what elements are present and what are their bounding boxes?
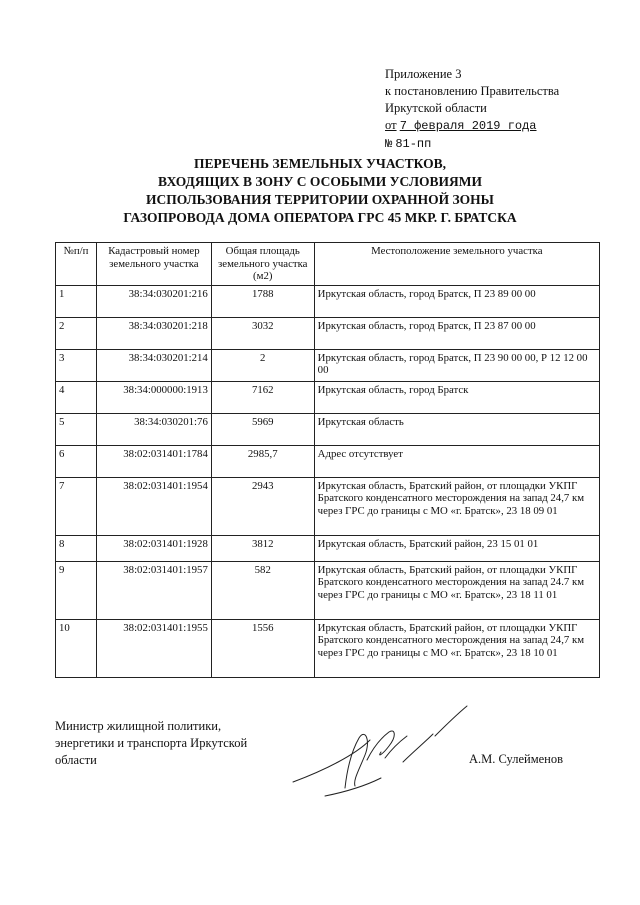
cell-location: Иркутская область, Братский район, от площадки УКПГ Братского конденсатного месторождения на запад 24.7 км через ГРС до границы с МО «г. Братск», 23 18 11 01 bbox=[314, 561, 599, 619]
title-line-4: ГАЗОПРОВОДА ДОМА ОПЕРАТОРА ГРС 45 МКР. Г. БРАТСКА bbox=[123, 210, 517, 225]
title-line-1: ПЕРЕЧЕНЬ ЗЕМЕЛЬНЫХ УЧАСТКОВ, bbox=[193, 156, 446, 171]
position-line-2: энергетики и транспорта Иркутской bbox=[55, 736, 248, 750]
cell-cadastral: 38:02:031401:1955 bbox=[96, 619, 211, 677]
cell-location: Иркутская область, город Братск, П 23 87 00 00 bbox=[314, 317, 599, 349]
cell-cadastral: 38:34:030201:76 bbox=[96, 413, 211, 445]
cell-location: Иркутская область, Братский район, от площадки УКПГ Братского конденсатного месторождения на запад 24,7 км через ГРС до границы с МО «г. Братск», 23 18 10 01 bbox=[314, 619, 599, 677]
cell-area: 3812 bbox=[211, 535, 314, 561]
appendix-date-prefix: от bbox=[385, 118, 397, 132]
cell-cadastral: 38:02:031401:1784 bbox=[96, 445, 211, 477]
table-row bbox=[56, 535, 600, 561]
title-line-2: ВХОДЯЩИХ В ЗОНУ С ОСОБЫМИ УСЛОВИЯМИ bbox=[157, 174, 483, 189]
cell-area: 1556 bbox=[211, 619, 314, 677]
document-title bbox=[0, 155, 640, 227]
cell-area: 2985,7 bbox=[211, 445, 314, 477]
header-num: №п/п bbox=[56, 243, 97, 286]
table-row bbox=[56, 477, 600, 535]
cell-area: 1788 bbox=[211, 285, 314, 317]
table-row bbox=[56, 285, 600, 317]
appendix-line-3: Иркутской области bbox=[385, 101, 487, 115]
table-row bbox=[56, 317, 600, 349]
appendix-number-value: 81-пп bbox=[395, 137, 432, 151]
cell-num: 6 bbox=[56, 445, 97, 477]
cell-num: 5 bbox=[56, 413, 97, 445]
cell-area: 2 bbox=[211, 349, 314, 381]
cell-num: 1 bbox=[56, 285, 97, 317]
cell-location: Иркутская область, Братский район, от площадки УКПГ Братского конденсатного месторождения на запад 24,7 км через ГРС до границы с МО «г. Братск», 23 18 09 01 bbox=[314, 477, 599, 535]
cell-location: Иркутская область bbox=[314, 413, 599, 445]
table-row bbox=[56, 561, 600, 619]
cell-cadastral: 38:02:031401:1957 bbox=[96, 561, 211, 619]
cell-location: Иркутская область, город Братск bbox=[314, 381, 599, 413]
header-cadastral: Кадастровый номер земельного участка bbox=[96, 243, 211, 286]
table-row bbox=[56, 349, 600, 381]
cell-area: 3032 bbox=[211, 317, 314, 349]
cell-cadastral: 38:34:000000:1913 bbox=[96, 381, 211, 413]
cell-area: 5969 bbox=[211, 413, 314, 445]
cell-cadastral: 38:34:030201:214 bbox=[96, 349, 211, 381]
cell-cadastral: 38:02:031401:1928 bbox=[96, 535, 211, 561]
cell-location: Иркутская область, Братский район, 23 15 01 01 bbox=[314, 535, 599, 561]
appendix-number bbox=[385, 135, 559, 153]
title-line-3: ИСПОЛЬЗОВАНИЯ ТЕРРИТОРИИ ОХРАННОЙ ЗОНЫ bbox=[146, 192, 494, 207]
position-line-3: области bbox=[55, 753, 97, 767]
appendix-line-1: Приложение 3 bbox=[385, 67, 462, 81]
cell-num: 2 bbox=[56, 317, 97, 349]
header-location: Местоположение земельного участка bbox=[314, 243, 599, 286]
appendix-block bbox=[385, 66, 559, 153]
land-plots-table bbox=[55, 242, 600, 678]
cell-num: 7 bbox=[56, 477, 97, 535]
header-area: Общая площадь земельного участка (м2) bbox=[211, 243, 314, 286]
appendix-number-sign: № bbox=[385, 137, 393, 151]
signatory-name: А.М. Сулейменов bbox=[469, 752, 564, 766]
appendix-date bbox=[385, 117, 559, 135]
cell-num: 10 bbox=[56, 619, 97, 677]
signature-image bbox=[285, 700, 475, 800]
cell-cadastral: 38:02:031401:1954 bbox=[96, 477, 211, 535]
cell-num: 3 bbox=[56, 349, 97, 381]
cell-area: 7162 bbox=[211, 381, 314, 413]
appendix-line-2: к постановлению Правительства bbox=[385, 84, 560, 98]
cell-num: 9 bbox=[56, 561, 97, 619]
cell-area: 582 bbox=[211, 561, 314, 619]
cell-location: Иркутская область, город Братск, П 23 89 00 00 bbox=[314, 285, 599, 317]
cell-num: 4 bbox=[56, 381, 97, 413]
table-row bbox=[56, 413, 600, 445]
signatory-position bbox=[55, 718, 247, 769]
cell-location: Иркутская область, город Братск, П 23 90 00 00, Р 12 12 00 00 bbox=[314, 349, 599, 381]
table-row bbox=[56, 381, 600, 413]
table-row bbox=[56, 445, 600, 477]
cell-cadastral: 38:34:030201:218 bbox=[96, 317, 211, 349]
cell-area: 2943 bbox=[211, 477, 314, 535]
table-header-row bbox=[56, 243, 600, 286]
position-line-1: Министр жилищной политики, bbox=[55, 719, 222, 733]
cell-cadastral: 38:34:030201:216 bbox=[96, 285, 211, 317]
cell-location: Адрес отсутствует bbox=[314, 445, 599, 477]
appendix-date-value: 7 февраля 2019 года bbox=[399, 119, 537, 133]
table-row bbox=[56, 619, 600, 677]
cell-num: 8 bbox=[56, 535, 97, 561]
